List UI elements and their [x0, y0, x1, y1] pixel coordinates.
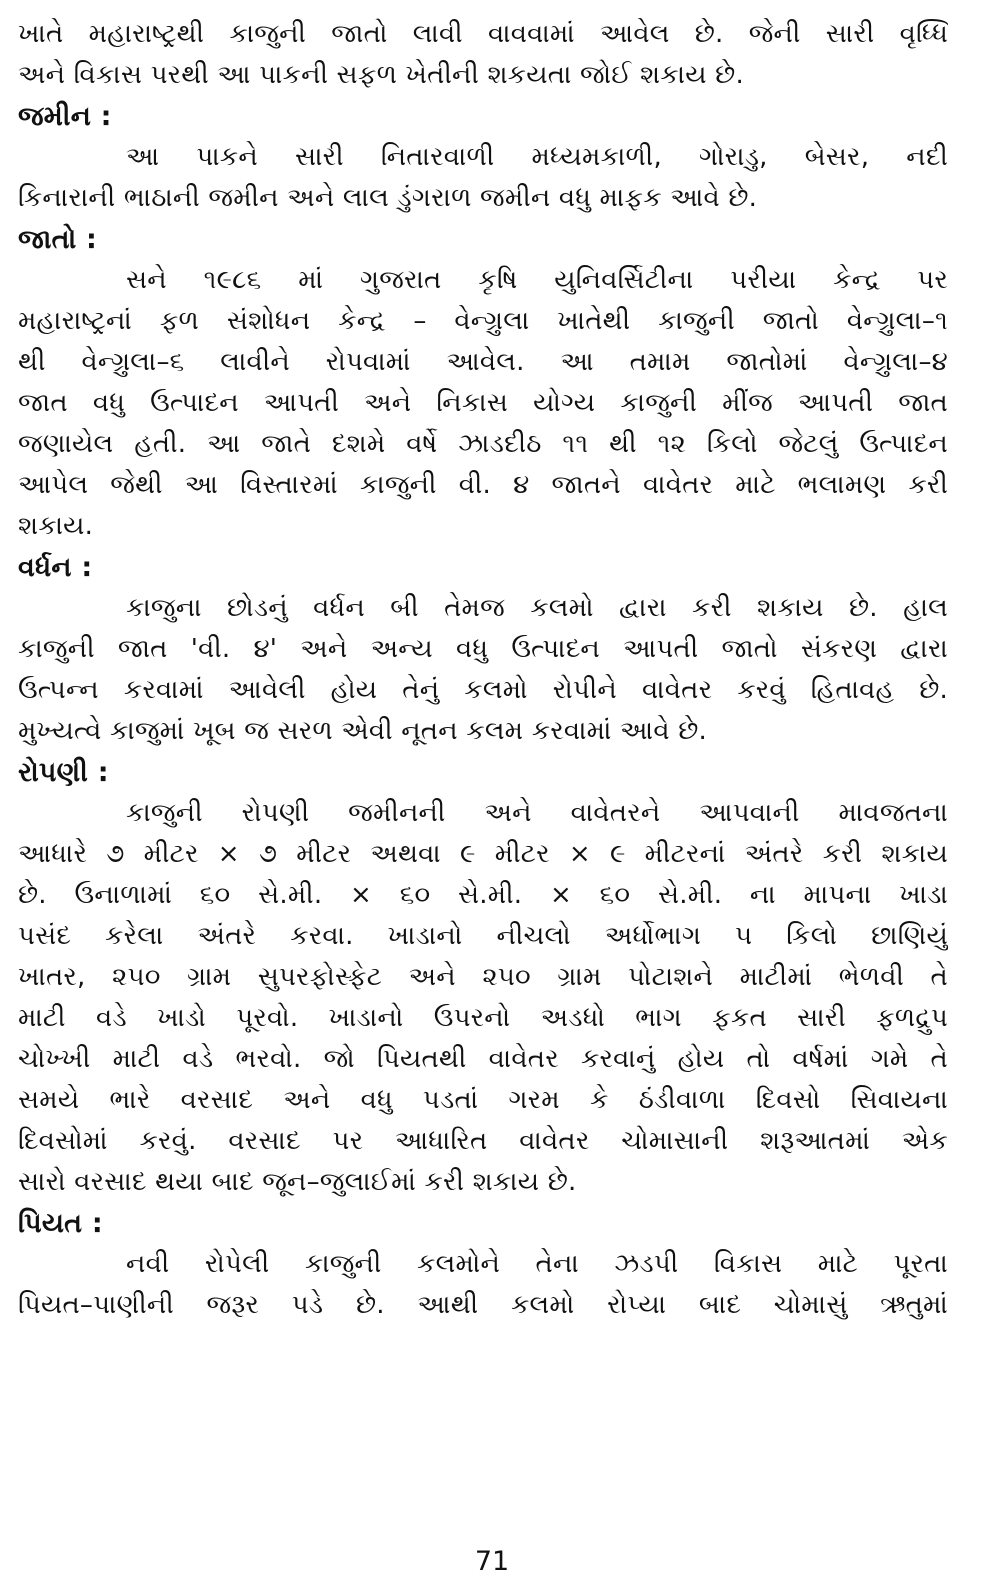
text-line: જણાયેલ હતી. આ જાતે દશમે વર્ષે ઝાડદીઠ ૧૧ થી ૧૨ કિલો જેટલું ઉત્પાદન: [18, 429, 948, 459]
text-line: માટી વડે ખાડો પૂરવો. ખાડાનો ઉપરનો અડધો ભાગ ફકત સારી ફળદ્રુપ: [18, 1003, 948, 1033]
section-heading: જાતો :: [18, 224, 98, 255]
text-line: નવી રોપેલી કાજુની કલમોને તેના ઝડપી વિકાસ માટે પૂરતા: [126, 1249, 948, 1279]
text-line: ઉત્પન્ન કરવામાં આવેલી હોય તેનું કલમો રોપીને વાવેતર કરવું હિતાવહ છે.: [18, 675, 948, 705]
text-line: જાત વધુ ઉત્પાદન આપતી અને નિકાસ યોગ્ય કાજુની મીંજ આપતી જાત: [18, 388, 948, 418]
text-line: અને વિકાસ પરથી આ પાકની સફળ ખેતીની શકયતા જોઈ શકાય છે.: [18, 60, 744, 90]
text-line: સારો વરસાદ થયા બાદ જૂન–જુલાઈમાં કરી શકાય છે.: [18, 1167, 577, 1197]
document-page: [18, 14, 948, 1584]
page-number: 71: [474, 1546, 510, 1577]
text-line: મુખ્યત્વે કાજુમાં ખૂબ જ સરળ એવી નૂતન કલમ કરવામાં આવે છે.: [18, 716, 707, 746]
text-line: શકાય.: [18, 511, 94, 541]
text-line: મહારાષ્ટ્રનાં ફળ સંશોધન કેન્દ્ર – વેન્ગ્રુલા ખાતેથી કાજુની જાતો વેન્ગ્રુલા–૧: [18, 306, 948, 336]
text-line: પિયત–પાણીની જરૂર પડે છે. આથી કલમો રોપ્યા બાદ ચોમાસું ઋતુમાં: [18, 1290, 948, 1320]
text-line: છે. ઉનાળામાં ૬૦ સે.મી. × ૬૦ સે.મી. × ૬૦ સે.મી. ના માપના ખાડા: [18, 880, 948, 910]
text-line: થી વેન્ગ્રુલા–૬ લાવીને રોપવામાં આવેલ. આ તમામ જાતોમાં વેન્ગ્રુલા–૪: [18, 347, 948, 377]
section-heading: રોપણી :: [18, 757, 109, 788]
text-line: કાજુના છોડનું વર્ધન બી તેમજ કલમો દ્વારા કરી શકાય છે. હાલ: [126, 593, 948, 623]
text-line: આ પાકને સારી નિતારવાળી મધ્યમકાળી, ગોરાડુ, બેસર, નદી: [126, 142, 948, 172]
text-line: દિવસોમાં કરવું. વરસાદ પર આધારિત વાવેતર ચોમાસાની શરૂઆતમાં એક: [18, 1126, 948, 1156]
text-line: ખાતર, ૨૫૦ ગ્રામ સુપરફોસ્ફેટ અને ૨૫૦ ગ્રામ પોટાશને માટીમાં ભેળવી તે: [18, 962, 948, 992]
text-line: સને ૧૯૮૬ માં ગુજરાત કૃષિ યુનિવર્સિટીના પરીયા કેન્દ્ર પર: [126, 265, 948, 295]
text-line: સમયે ભારે વરસાદ અને વધુ પડતાં ગરમ કે ઠંડીવાળા દિવસો સિવાયના: [18, 1085, 948, 1115]
section-heading: જમીન :: [18, 101, 112, 132]
section-heading: વર્ધન :: [18, 552, 93, 583]
section-heading: પિયત :: [18, 1208, 103, 1239]
text-line: ચોખ્ખી માટી વડે ભરવો. જો પિયતથી વાવેતર કરવાનું હોય તો વર્ષમાં ગમે તે: [18, 1044, 948, 1074]
text-line: આધારે ૭ મીટર × ૭ મીટર અથવા ૯ મીટર × ૯ મીટરનાં અંતરે કરી શકાય: [18, 839, 948, 869]
text-line: કાજુની રોપણી જમીનની અને વાવેતરને આપવાની માવજતના: [126, 798, 948, 828]
text-line: ખાતે મહારાષ્ટ્રથી કાજુની જાતો લાવી વાવવામાં આવેલ છે. જેની સારી વૃધ્ધિ: [18, 19, 948, 49]
text-line: પસંદ કરેલા અંતરે કરવા. ખાડાનો નીચલો અર્ધોભાગ ૫ કિલો છાણિયું: [18, 921, 948, 951]
text-line: કાજુની જાત 'વી. ૪' અને અન્ય વધુ ઉત્પાદન આપતી જાતો સંકરણ દ્વારા: [18, 634, 948, 664]
text-line: આપેલ જેથી આ વિસ્તારમાં કાજુની વી. ૪ જાતને વાવેતર માટે ભલામણ કરી: [18, 470, 948, 500]
text-line: કિનારાની ભાઠાની જમીન અને લાલ ડુંગરાળ જમીન વધુ માફક આવે છે.: [18, 183, 758, 213]
